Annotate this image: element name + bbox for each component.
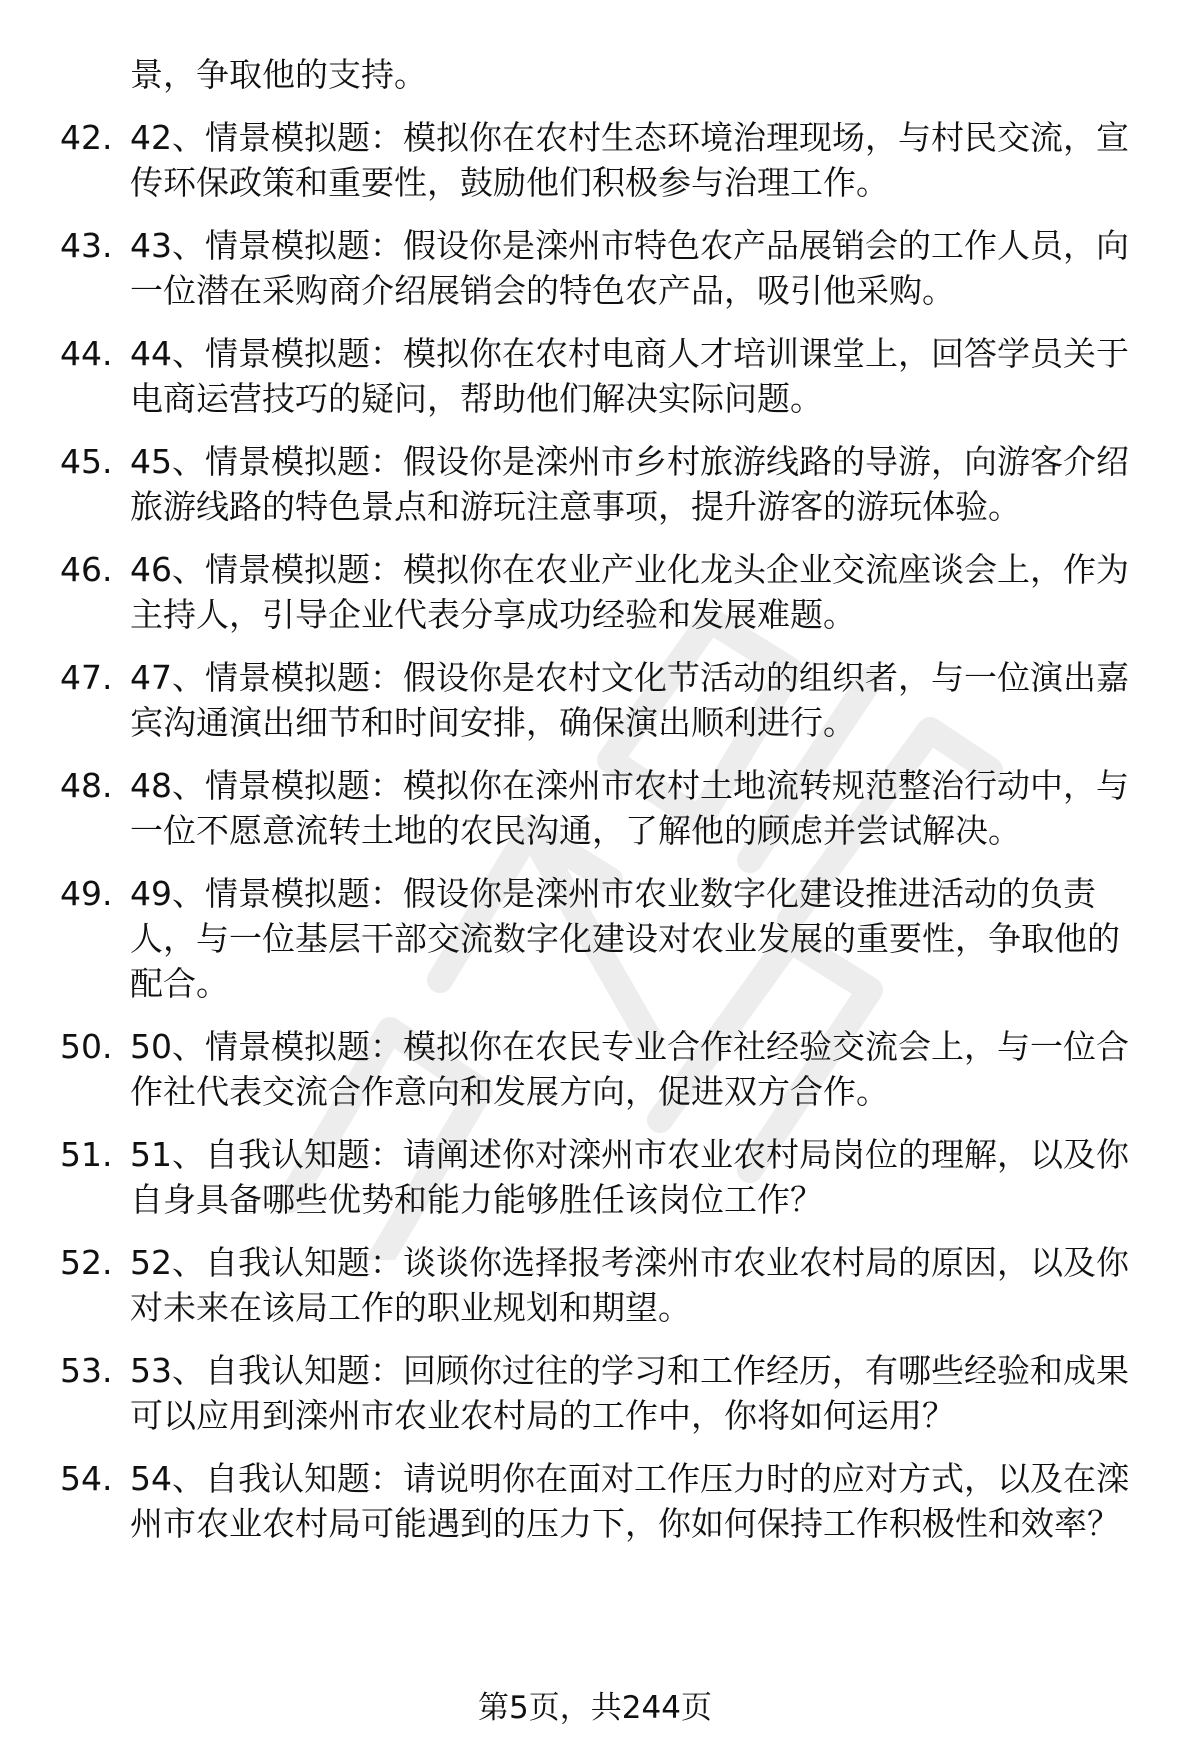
- list-item: [60, 655, 1150, 745]
- item-number: 44.: [60, 334, 113, 373]
- item-text: 49、情景模拟题：假设你是滦州市农业数字化建设推进活动的负责人，与一位基层干部交流数字化建设对农业发展的重要性，争取他的配合。: [130, 874, 1120, 1003]
- continuation-text: 景，争取他的支持。: [130, 55, 427, 94]
- item-text: 46、情景模拟题：模拟你在农业产业化龙头企业交流座谈会上，作为主持人，引导企业代表分享成功经验和发展难题。: [130, 550, 1129, 634]
- item-text: 51、自我认知题：请阐述你对滦州市农业农村局岗位的理解，以及你自身具备哪些优势和能力能够胜任该岗位工作？: [130, 1135, 1129, 1219]
- item-text: 52、自我认知题：谈谈你选择报考滦州市农业农村局的原因，以及你对未来在该局工作的职业规划和期望。: [130, 1243, 1129, 1327]
- question-list: [60, 52, 1150, 1564]
- item-text: 45、情景模拟题：假设你是滦州市乡村旅游线路的导游，向游客介绍旅游线路的特色景点和游玩注意事项，提升游客的游玩体验。: [130, 442, 1129, 526]
- item-number: 45.: [60, 442, 113, 481]
- list-item: [60, 1132, 1150, 1222]
- item-number: 50.: [60, 1027, 113, 1066]
- item-number: 46.: [60, 550, 113, 589]
- item-text: 47、情景模拟题：假设你是农村文化节活动的组织者，与一位演出嘉宾沟通演出细节和时间安排，确保演出顺利进行。: [130, 658, 1129, 742]
- item-text: 44、情景模拟题：模拟你在农村电商人才培训课堂上，回答学员关于电商运营技巧的疑问，帮助他们解决实际问题。: [130, 334, 1129, 418]
- item-text: 50、情景模拟题：模拟你在农民专业合作社经验交流会上，与一位合作社代表交流合作意向和发展方向，促进双方合作。: [130, 1027, 1129, 1111]
- list-item: [60, 439, 1150, 529]
- item-number: 53.: [60, 1351, 113, 1390]
- item-text: 43、情景模拟题：假设你是滦州市特色农产品展销会的工作人员，向一位潜在采购商介绍展销会的特色农产品，吸引他采购。: [130, 226, 1129, 310]
- page-number-footer: 第5页，共244页: [478, 1690, 712, 1726]
- item-text: 42、情景模拟题：模拟你在农村生态环境治理现场，与村民交流，宣传环保政策和重要性，鼓励他们积极参与治理工作。: [130, 118, 1129, 202]
- list-item: [60, 1024, 1150, 1114]
- list-item: [60, 331, 1150, 421]
- item-text: 54、自我认知题：请说明你在面对工作压力时的应对方式，以及在滦州市农业农村局可能遇到的压力下，你如何保持工作积极性和效率？: [130, 1459, 1129, 1543]
- item-number: 42.: [60, 118, 113, 157]
- list-item: [60, 547, 1150, 637]
- item-number: 54.: [60, 1459, 113, 1498]
- item-number: 52.: [60, 1243, 113, 1282]
- list-item: [60, 763, 1150, 853]
- list-item: [60, 115, 1150, 205]
- item-number: 48.: [60, 766, 113, 805]
- list-item: [60, 1456, 1150, 1546]
- item-number: 51.: [60, 1135, 113, 1174]
- list-item: [60, 1240, 1150, 1330]
- item-text: 53、自我认知题：回顾你过往的学习和工作经历，有哪些经验和成果可以应用到滦州市农业农村局的工作中，你将如何运用？: [130, 1351, 1129, 1435]
- list-item: [60, 871, 1150, 1006]
- item-text: 48、情景模拟题：模拟你在滦州市农村土地流转规范整治行动中，与一位不愿意流转土地的农民沟通，了解他的顾虑并尝试解决。: [130, 766, 1129, 850]
- item-number: 47.: [60, 658, 113, 697]
- list-item: [60, 223, 1150, 313]
- list-item: [60, 1348, 1150, 1438]
- item-number: 49.: [60, 874, 113, 913]
- item-number: 43.: [60, 226, 113, 265]
